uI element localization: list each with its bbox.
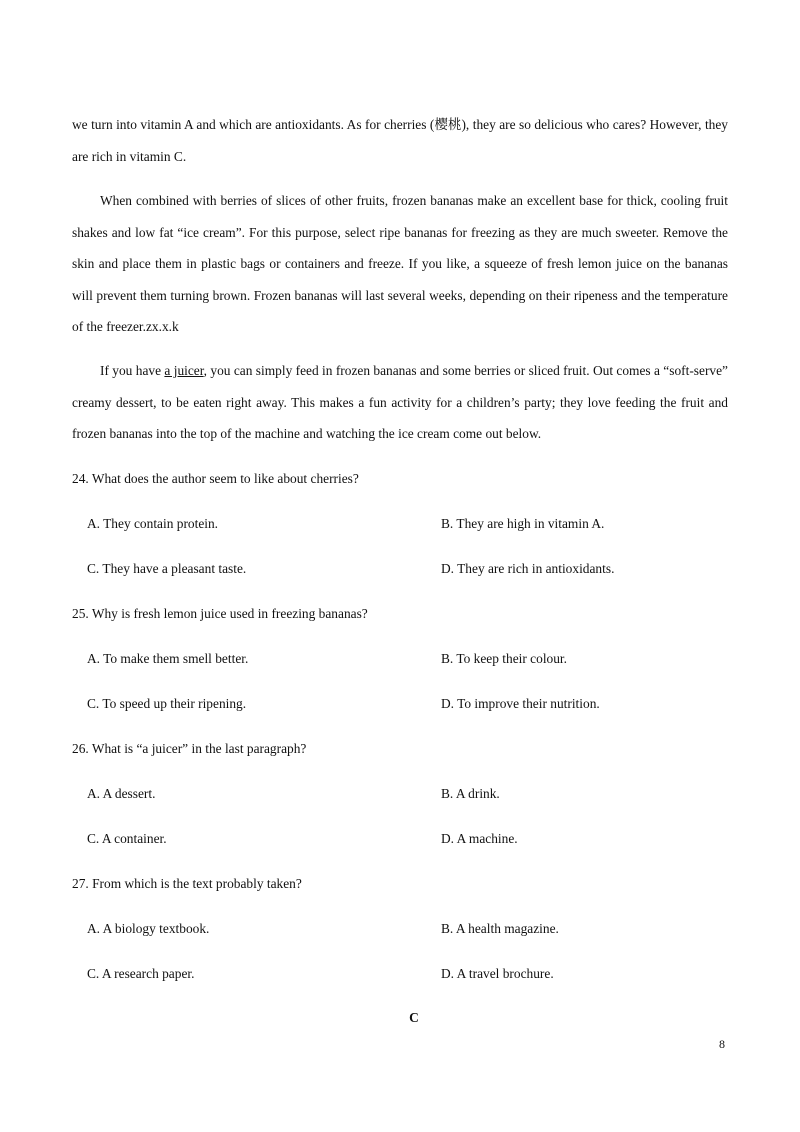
question-25-option-a: A. To make them smell better. (87, 651, 249, 666)
question-24-option-a: A. They contain protein. (87, 516, 219, 531)
paragraph-3-text-start: If you have (100, 363, 165, 378)
question-27-option-d: D. A travel brochure. (441, 966, 554, 981)
question-24-option-c: C. They have a pleasant taste. (87, 561, 247, 576)
question-25-option-c: C. To speed up their ripening. (87, 696, 247, 711)
question-26-option-d: D. A machine. (441, 831, 518, 846)
question-27-stem: 27. From which is the text probably taken? (72, 876, 302, 891)
question-26-option-a: A. A dessert. (87, 786, 156, 801)
question-25-option-b: B. To keep their colour. (441, 651, 568, 666)
underlined-term-juicer: a juicer (164, 363, 204, 378)
question-27-option-b: B. A health magazine. (441, 921, 559, 936)
page-number: 8 (719, 1037, 725, 1051)
question-27-option-a: A. A biology textbook. (87, 921, 210, 936)
passage-paragraph-3 (72, 355, 728, 450)
question-25-stem: 25. Why is fresh lemon juice used in freezing bananas? (72, 606, 368, 621)
question-25-option-d: D. To improve their nutrition. (441, 696, 600, 711)
paragraph-3-text-end: , you can simply feed in frozen bananas and some berries or sliced fruit. Out comes a “soft-serve” creamy dessert, to be eaten right away. This makes a fun activity for a children’s party; they love feeding the fruit and frozen bananas into the top of the machine and watching the ice cream come out below. (72, 363, 728, 441)
question-24-option-b: B. They are high in vitamin A. (441, 516, 605, 531)
question-26-option-c: C. A container. (87, 831, 167, 846)
passage-paragraph-1: we turn into vitamin A and which are antioxidants. As for cherries (樱桃), they are so delicious who cares? However, they are rich in vitamin C. (72, 117, 728, 164)
question-26-option-b: B. A drink. (441, 786, 500, 801)
section-heading-c: C (409, 1010, 419, 1025)
passage-paragraph-2: When combined with berries of slices of other fruits, frozen bananas make an excellent base for thick, cooling fruit shakes and low fat “ice cream”. For this purpose, select ripe bananas for freezing as they are much sweeter. Remove the skin and place them in plastic bags or containers and freeze. If you like, a squeeze of fresh lemon juice on the bananas will prevent them turning brown. Frozen bananas will last several weeks, depending on their ripeness and the temperature of the freezer.zx.x.k (72, 193, 728, 334)
question-26-stem: 26. What is “a juicer” in the last paragraph? (72, 741, 307, 756)
question-24-stem: 24. What does the author seem to like about cherries? (72, 471, 359, 486)
question-27-option-c: C. A research paper. (87, 966, 195, 981)
question-24-option-d: D. They are rich in antioxidants. (441, 561, 615, 576)
